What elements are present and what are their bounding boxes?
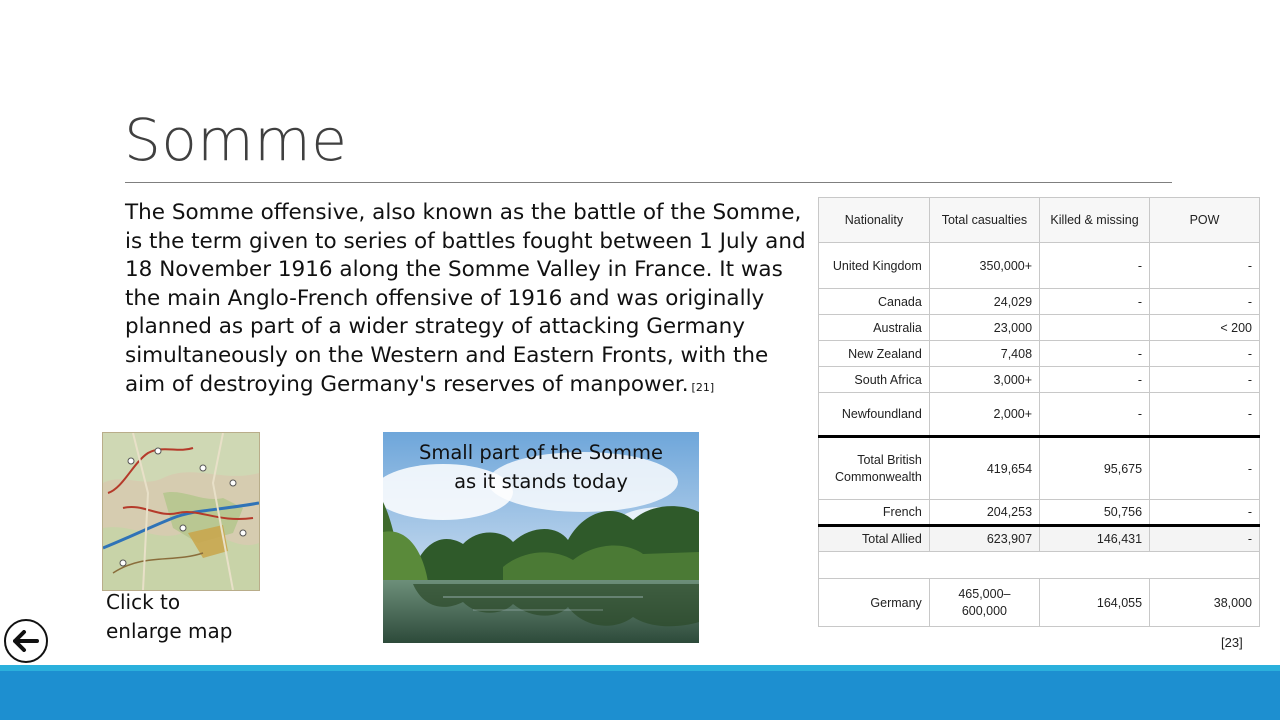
table-row	[819, 341, 1260, 367]
body-paragraph	[125, 199, 815, 402]
cell-killed	[1040, 315, 1150, 341]
somme-photo	[383, 432, 699, 643]
cell-pow: -	[1150, 341, 1260, 367]
cell-nationality: United Kingdom	[819, 243, 930, 289]
cell-nationality: Newfoundland	[819, 393, 930, 437]
table-row	[819, 500, 1260, 526]
cell-pow: < 200	[1150, 315, 1260, 341]
table-row	[819, 579, 1260, 627]
casualties-table	[818, 197, 1260, 627]
cell-total: 623,907	[929, 526, 1039, 552]
cell-killed: 164,055	[1040, 579, 1150, 627]
table-row	[819, 367, 1260, 393]
cell-total: 465,000–600,000	[929, 579, 1039, 627]
cell-killed: -	[1040, 243, 1150, 289]
cell-pow: -	[1150, 526, 1260, 552]
map-caption-line-2: enlarge map	[106, 619, 233, 643]
map-caption-line-1: Click to	[106, 590, 181, 614]
map-image	[103, 433, 259, 590]
cell-nationality: Total British Commonwealth	[819, 437, 930, 500]
cell-pow: -	[1150, 243, 1260, 289]
cell-killed: -	[1040, 289, 1150, 315]
cell-total: 24,029	[929, 289, 1039, 315]
table-row	[819, 437, 1260, 500]
map-caption[interactable]	[106, 588, 232, 646]
photo-caption-line-2: as it stands today	[454, 470, 628, 493]
cell-total: 204,253	[929, 500, 1039, 526]
cell-pow: -	[1150, 500, 1260, 526]
cell-nationality: Total Allied	[819, 526, 930, 552]
photo-caption	[383, 438, 699, 496]
table-row	[819, 393, 1260, 437]
cell-killed: 95,675	[1040, 437, 1150, 500]
cell-nationality: Canada	[819, 289, 930, 315]
header-total-casualties: Total casualties	[929, 198, 1039, 243]
slide-title: Somme	[124, 106, 348, 174]
header-pow: POW	[1150, 198, 1260, 243]
footer-bar	[0, 671, 1280, 720]
cell-pow: -	[1150, 393, 1260, 437]
body-citation[interactable]: [21]	[691, 380, 715, 394]
cell-total: 3,000+	[929, 367, 1039, 393]
table-row	[819, 526, 1260, 552]
cell-pow: -	[1150, 289, 1260, 315]
cell-killed: -	[1040, 393, 1150, 437]
cell-pow: -	[1150, 437, 1260, 500]
table-row	[819, 289, 1260, 315]
table-row	[819, 315, 1260, 341]
body-text: The Somme offensive, also known as the battle of the Somme, is the term given to series of battles fought between 1 July and 18 November 1916 along the Somme Valley in France. It was the main Anglo-French offensive of 1916 and was originally planned as part of a wider strategy of attacking Germany simultaneously on the Western and Eastern Fronts, with the aim of destroying Germany's reserves of manpower.	[125, 200, 806, 397]
cell-total: 350,000+	[929, 243, 1039, 289]
cell-pow: -	[1150, 367, 1260, 393]
header-nationality: Nationality	[819, 198, 930, 243]
table-row	[819, 243, 1260, 289]
arrow-left-icon	[13, 630, 39, 652]
cell-pow: 38,000	[1150, 579, 1260, 627]
title-divider	[125, 182, 1172, 183]
cell-nationality: French	[819, 500, 930, 526]
cell-nationality: Australia	[819, 315, 930, 341]
cell-killed: -	[1040, 341, 1150, 367]
cell-total: 23,000	[929, 315, 1039, 341]
cell-nationality: New Zealand	[819, 341, 930, 367]
cell-total: 419,654	[929, 437, 1039, 500]
cell-killed: 146,431	[1040, 526, 1150, 552]
header-killed-missing: Killed & missing	[1040, 198, 1150, 243]
cell-nationality: Germany	[819, 579, 930, 627]
cell-killed: -	[1040, 367, 1150, 393]
table-row-empty	[819, 552, 1260, 579]
table-header-row	[819, 198, 1260, 243]
empty-cell	[819, 552, 1260, 579]
cell-nationality: South Africa	[819, 367, 930, 393]
cell-total: 2,000+	[929, 393, 1039, 437]
photo-caption-line-1: Small part of the Somme	[418, 441, 664, 464]
cell-total: 7,408	[929, 341, 1039, 367]
table-citation[interactable]: [23]	[1221, 635, 1243, 650]
cell-killed: 50,756	[1040, 500, 1150, 526]
back-button[interactable]	[4, 619, 48, 663]
map-thumbnail[interactable]	[102, 432, 260, 591]
